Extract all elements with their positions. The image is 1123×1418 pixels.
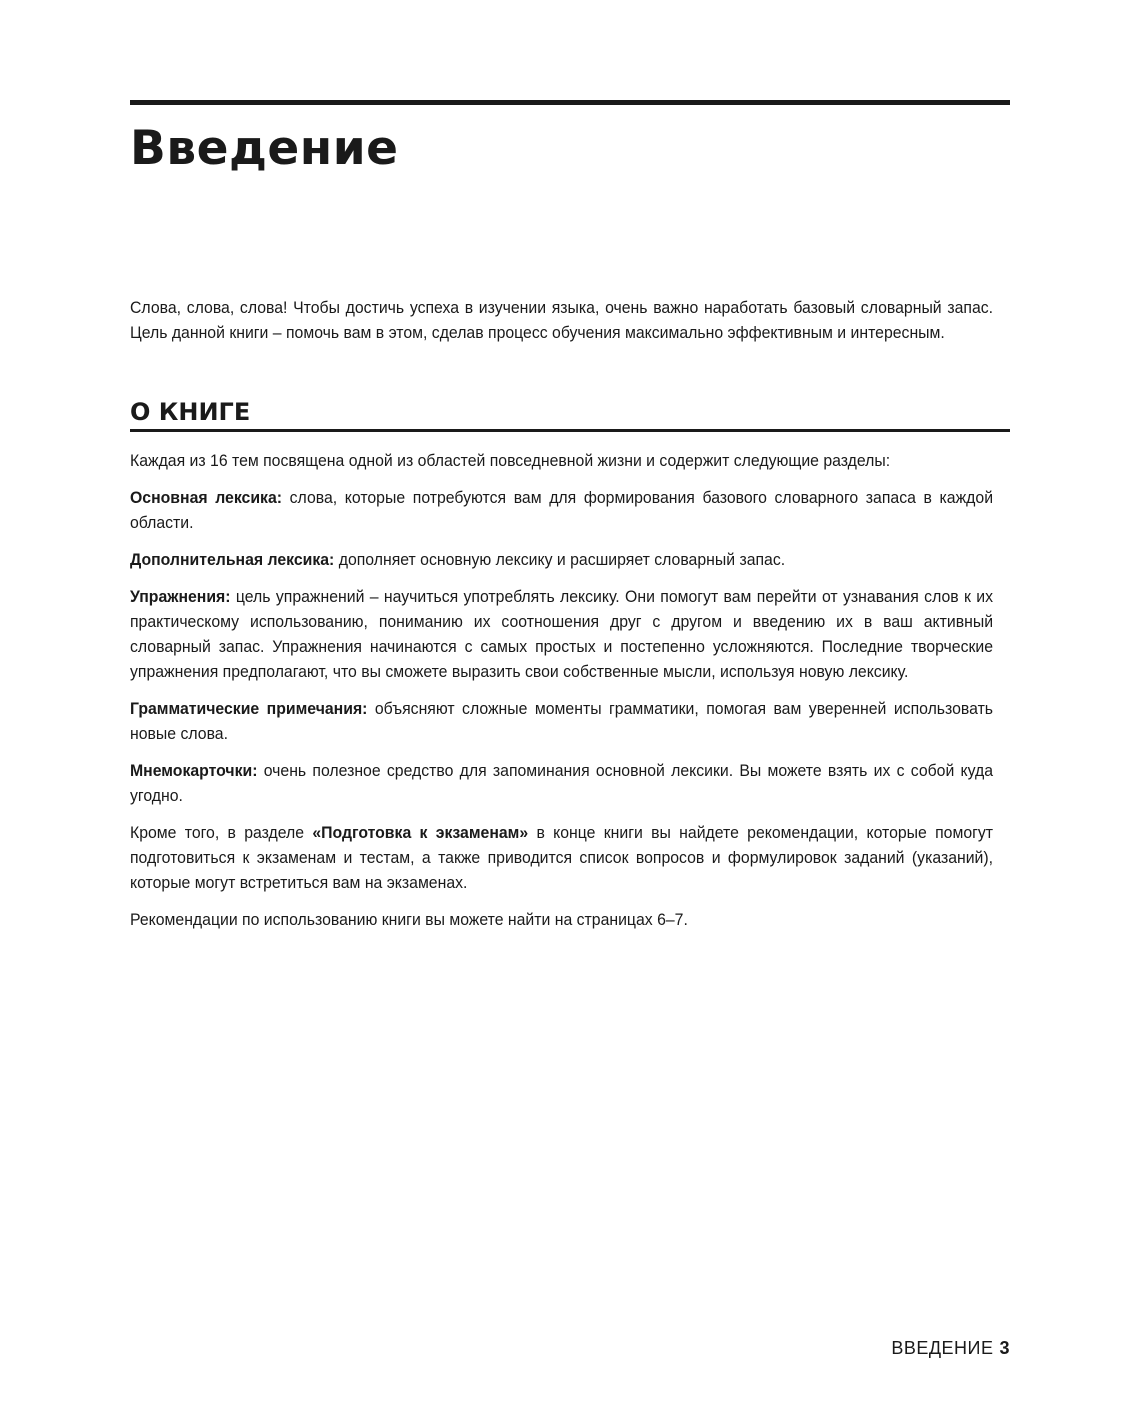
item-exercises [130,584,993,684]
about-book-paragraphs [130,448,1010,932]
exam-paragraph [130,820,993,895]
intro-paragraph: Слова, слова, слова! Чтобы достичь успеха в изучении языка, очень важно наработать базовый словарный запас. Цель данной книги – помочь вам в этом, сделав процесс обучения максимально эффективным и интересным. [130,298,994,342]
item-term: Основная лексика: [130,488,283,507]
closing-paragraph: Рекомендации по использованию книги вы можете найти на страницах 6–7. [130,910,688,929]
lead-paragraph: Каждая из 16 тем посвящена одной из областей повседневной жизни и содержит следующие разделы: [130,451,891,470]
page-content [130,100,1010,944]
exam-text-before: Кроме того, в разделе [130,823,313,842]
section-heading: О КНИГЕ [130,398,251,426]
item-flashcards [130,758,993,808]
footer-label: ВВЕДЕНИЕ [891,1338,994,1358]
item-text: цель упражнений – научиться употреблять лексику. Они помогут вам перейти от узнавания слов к их практическому использованию, пониманию их соотношения друг с другом и введению их в ваш активный словарный запас. Упражнения начинаются с самых простых и постепенно усложняются. Последние творческие упражнения предполагают, что вы сможете выразить свои собственные мысли, используя новую лексику. [130,587,994,681]
item-text: объясняют сложные моменты грамматики, помогая вам уверенней использовать новые слова. [130,699,994,743]
section-rule [130,429,1010,432]
exam-text-after: в конце книги вы найдете рекомендации, которые помогут подготовиться к экзаменам и тестам, а также приводится список вопросов и формулировок заданий (указаний), которые могут встретиться вам на экзаменах. [130,823,994,892]
exam-section-name: «Подготовка к экзаменам» [312,823,529,842]
about-book-section [130,397,1010,432]
item-term: Мнемокарточки: [130,761,258,780]
page-footer [891,1338,1010,1359]
item-term: Грамматические примечания: [130,699,368,718]
item-extra-vocabulary [130,547,993,572]
top-rule [130,100,1010,105]
item-core-vocabulary [130,485,993,535]
item-term: Дополнительная лексика: [130,550,335,569]
item-term: Упражнения: [130,587,231,606]
item-text: слова, которые потребуются вам для формирования базового словарного запаса в каждой области. [130,488,994,532]
page-number: 3 [999,1338,1010,1358]
page-title: Введение [130,121,399,176]
intro-section [130,295,1010,345]
item-text: дополняет основную лексику и расширяет словарный запас. [334,550,786,569]
item-text: очень полезное средство для запоминания основной лексики. Вы можете взять их с собой куда угодно. [130,761,994,805]
item-grammar-notes [130,696,993,746]
